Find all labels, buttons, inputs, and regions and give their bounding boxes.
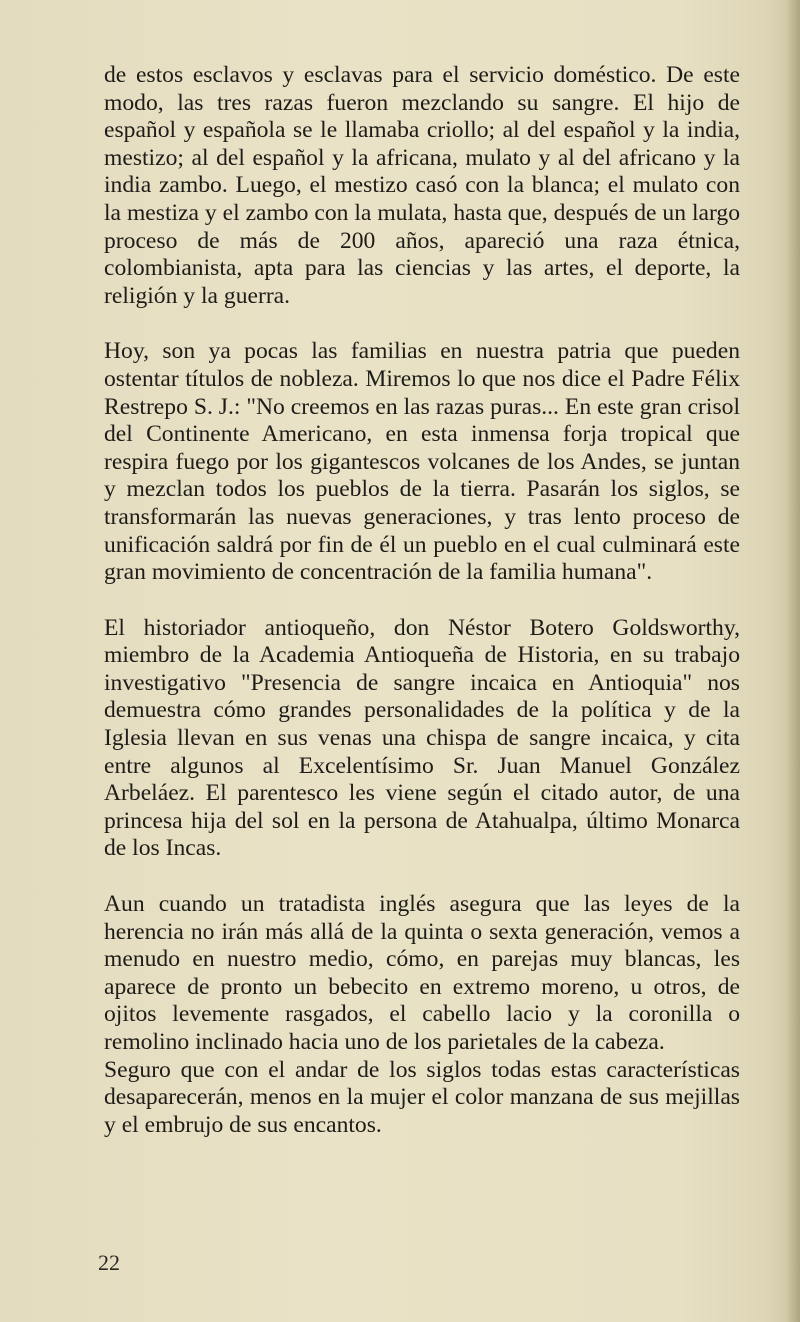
body-text (104, 62, 740, 1139)
paragraph-4: Aun cuando un tratadista inglés asegura que las leyes de la herencia no irán más allá de la quinta o sexta generación, vemos a menudo en nuestro medio, cómo, en parejas muy blancas, les aparece de pronto un bebecito en extremo moreno, u otros, de ojitos levemente rasgados, el cabello lacio y la coronilla o remolino inclinado hacia uno de los parietales de la cabeza. (104, 891, 740, 1055)
page-number: 22 (98, 1250, 120, 1275)
page-edge-shadow (786, 0, 800, 1322)
paragraph-3: El historiador antioqueño, don Néstor Botero Goldsworthy, miembro de la Academia Antioqueña de Historia, en su trabajo investigativo "Presencia de sangre incaica en Antioquia" nos demuestra cómo grandes personalidades de la política y de la Iglesia llevan en sus venas una chispa de sangre incaica, y cita entre algunos al Excelentísimo Sr. Juan Manuel González Arbeláez. El parentesco les viene según el citado autor, de una princesa hija del sol en la persona de Atahualpa, último Monarca de los Incas. (104, 614, 740, 862)
paragraph-2: Hoy, son ya pocas las familias en nuestra patria que pueden ostentar títulos de nobleza. Miremos lo que nos dice el Padre Félix Restrepo S. J.: "No creemos en las razas puras... En este gran crisol del Continente Americano, en esta inmensa forja tropical que respira fuego por los gigantescos volcanes de los Andes, se juntan y mezclan todos los pueblos de la tierra. Pasarán los siglos, se transformarán las nuevas generaciones, y tras lento proceso de unificación saldrá por fin de él un pueblo en el cual culminará este gran movimiento de concentración de la familia humana". (104, 338, 740, 586)
paragraph-5: Seguro que con el andar de los siglos todas estas características desaparecerán, menos en la mujer el color manzana de sus mejillas y el embrujo de sus encantos. (104, 1056, 740, 1138)
paragraph-1: de estos esclavos y esclavas para el servicio doméstico. De este modo, las tres razas fueron mezclando su sangre. El hijo de español y española se le llamaba criollo; al del español y la india, mestizo; al del español y la africana, mulato y al del africano y la india zambo. Luego, el mestizo casó con la blanca; el mulato con la mestiza y el zambo con la mulata, hasta que, después de un largo proceso de más de 200 años, apareció una raza étnica, colombianista, apta para las ciencias y las artes, el deporte, la religión y la guerra. (104, 62, 740, 309)
